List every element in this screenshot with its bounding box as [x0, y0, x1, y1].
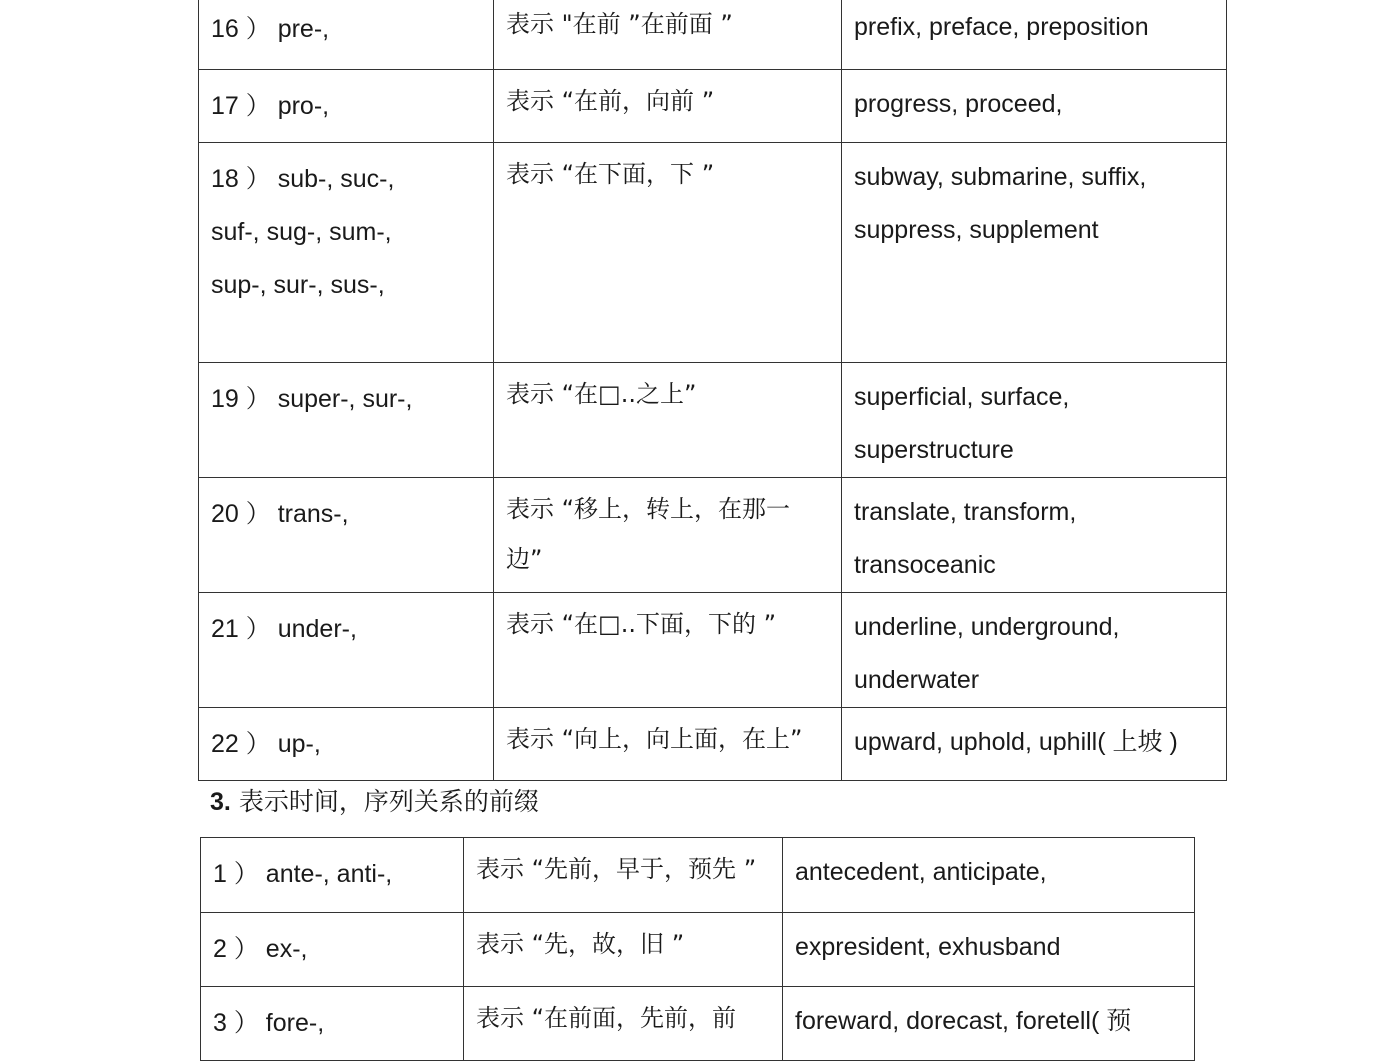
meaning-cell: 表示 "在前 ”在前面 ”	[494, 0, 842, 70]
meaning-cell: 表示 “先前，早于，预先 ”	[464, 838, 783, 913]
meaning-cell: 表示 “移上，转上，在那一 边”	[494, 478, 842, 593]
examples-cell: translate, transform, transoceanic	[842, 478, 1227, 593]
prefix-cell: 2 ） ex-,	[201, 913, 464, 987]
examples-cell: upward, uphold, uphill( 上坡 )	[842, 708, 1227, 781]
examples-cell: subway, submarine, suffix, suppress, supplement	[842, 143, 1227, 363]
meaning-cell: 表示 “向上，向上面，在上”	[494, 708, 842, 781]
examples-cell: prefix, preface, preposition	[842, 0, 1227, 70]
examples-cell: progress, proceed,	[842, 70, 1227, 143]
table-row	[199, 143, 1227, 363]
table-body	[199, 0, 1227, 781]
table-row	[201, 987, 1195, 1061]
meaning-cell: 表示 “在下面，下 ”	[494, 143, 842, 363]
prefix-cell: 19 ） super-, sur-,	[199, 363, 494, 478]
table-row	[199, 363, 1227, 478]
meaning-cell: 表示 “在前面，先前，前	[464, 987, 783, 1061]
table-row	[199, 708, 1227, 781]
prefix-cell: 18 ） sub-, suc-, suf-, sug-, sum-, sup-, sur-, sus-,	[199, 143, 494, 363]
prefix-cell: 20 ） trans-,	[199, 478, 494, 593]
examples-cell: underline, underground, underwater	[842, 593, 1227, 708]
section-heading	[210, 784, 539, 820]
meaning-cell: 表示 “先，故，旧 ”	[464, 913, 783, 987]
examples-cell: superficial, surface, superstructure	[842, 363, 1227, 478]
prefix-cell: 21 ） under-,	[199, 593, 494, 708]
section-number: 3.	[210, 788, 231, 816]
section-title: 表示时间，序列关系的前缀	[238, 787, 539, 816]
prefix-cell: 22 ） up-,	[199, 708, 494, 781]
meaning-cell: 表示 “在□..下面，下的 ”	[494, 593, 842, 708]
prefix-table-time	[200, 837, 1195, 1061]
examples-cell: foreward, dorecast, foretell( 预	[783, 987, 1195, 1061]
prefix-cell: 3 ） fore-,	[201, 987, 464, 1061]
table-row	[201, 913, 1195, 987]
table-row	[199, 478, 1227, 593]
examples-cell: antecedent, anticipate,	[783, 838, 1195, 913]
meaning-cell: 表示 “在□..之上”	[494, 363, 842, 478]
table-row	[199, 70, 1227, 143]
table-row	[201, 838, 1195, 913]
prefix-table-location	[198, 0, 1227, 781]
prefix-cell: 17 ） pro-,	[199, 70, 494, 143]
prefix-cell: 1 ） ante-, anti-,	[201, 838, 464, 913]
meaning-cell: 表示 “在前，向前 ”	[494, 70, 842, 143]
examples-cell: expresident, exhusband	[783, 913, 1195, 987]
table-row	[199, 0, 1227, 70]
prefix-cell: 16 ） pre-,	[199, 0, 494, 70]
table-row	[199, 593, 1227, 708]
table-body	[201, 838, 1195, 1061]
